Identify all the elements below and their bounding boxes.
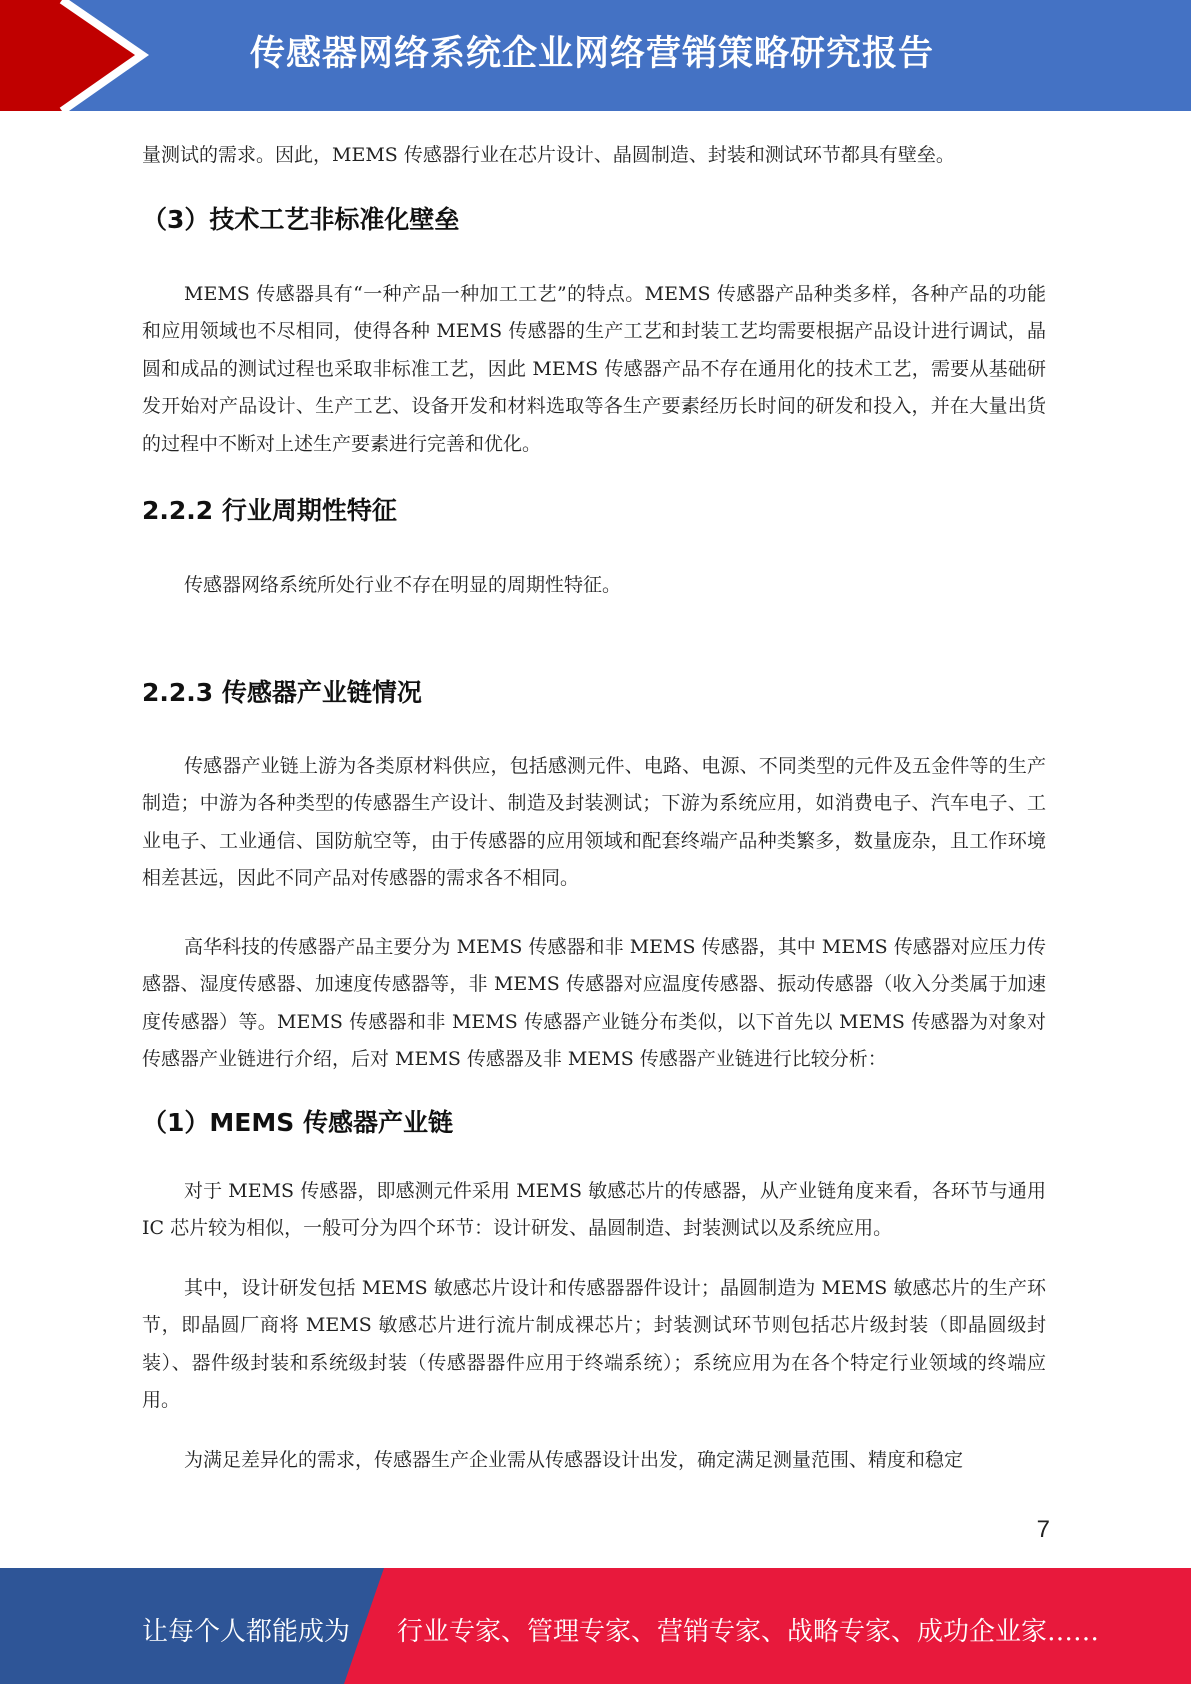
paragraph: 传感器产业链上游为各类原材料供应，包括感测元件、电路、电源、不同类型的元件及五金件等的生产制造；中游为各种类型的传感器生产设计、制造及封装测试；下游为系统应用，如消费电子、汽车电子、工业电子、工业通信、国防航空等，由于传感器的应用领域和配套终端产品种类繁多，数量庞杂，且工作环境相差甚远，因此不同产品对传感器的需求各不相同。 [142, 754, 1046, 889]
footer-roles: 行业专家、管理专家、营销专家、战略专家、成功企业家…… [397, 1617, 1100, 1647]
paragraph: 传感器网络系统所处行业不存在明显的周期性特征。 [184, 574, 622, 596]
paragraph: 其中，设计研发包括 MEMS 敏感芯片设计和传感器器件设计；晶圆制造为 MEMS 敏感芯片的生产环节，即晶圆厂商将 MEMS 敏感芯片进行流片制成裸芯片；封装测试环节则包括芯片级封装（即晶圆级封装）、器件级封装和系统级封装（传感器器件应用于终端系统）；系统应用为在各个特定行业领域的终端应用。 [142, 1276, 1046, 1411]
page-header [0, 0, 1191, 111]
section-heading: 2.2.3 传感器产业链情况 [142, 677, 422, 707]
paragraph: 对于 MEMS 传感器，即感测元件采用 MEMS 敏感芯片的传感器，从产业链角度来看，各环节与通用 IC 芯片较为相似，一般可分为四个环节：设计研发、晶圆制造、封装测试以及系统应用。 [142, 1179, 1046, 1239]
section-heading: （3）技术工艺非标准化壁垒 [142, 204, 460, 234]
paragraph: MEMS 传感器具有“一种产品一种加工工艺”的特点。MEMS 传感器产品种类多样，各种产品的功能和应用领域也不尽相同，使得各种 MEMS 传感器的生产工艺和封装工艺均需要根据产品设计进行调试，晶圆和成品的测试过程也采取非标准工艺，因此 MEMS 传感器产品不存在通用化的技术工艺，需要从基础研发开始对产品设计、生产工艺、设备开发和材料选取等各生产要素经历长时间的研发和投入，并在大量出货的过程中不断对上述生产要素进行完善和优化。 [142, 282, 1046, 455]
paragraph: 高华科技的传感器产品主要分为 MEMS 传感器和非 MEMS 传感器，其中 MEMS 传感器对应压力传感器、湿度传感器、加速度传感器等，非 MEMS 传感器对应温度传感器、振动传感器（收入分类属于加速度传感器）等。MEMS 传感器和非 MEMS 传感器产业链分布类似，以下首先以 MEMS 传感器为对象对传感器产业链进行介绍，后对 MEMS 传感器及非 MEMS 传感器产业链进行比较分析： [142, 935, 1046, 1070]
section-heading: （1）MEMS 传感器产业链 [142, 1107, 453, 1137]
document-body [142, 130, 1046, 1479]
section-heading: 2.2.2 行业周期性特征 [142, 496, 397, 525]
footer-slogan: 让每个人都能成为 [142, 1617, 351, 1647]
report-title: 传感器网络系统企业网络营销策略研究报告 [250, 34, 935, 74]
page-number: 7 [1036, 1516, 1050, 1543]
paragraph: 为满足差异化的需求，传感器生产企业需从传感器设计出发，确定满足测量范围、精度和稳定 [184, 1448, 964, 1471]
page-footer [0, 1568, 1191, 1684]
paragraph: 量测试的需求。因此，MEMS 传感器行业在芯片设计、晶圆制造、封装和测试环节都具有壁垒。 [142, 144, 955, 166]
